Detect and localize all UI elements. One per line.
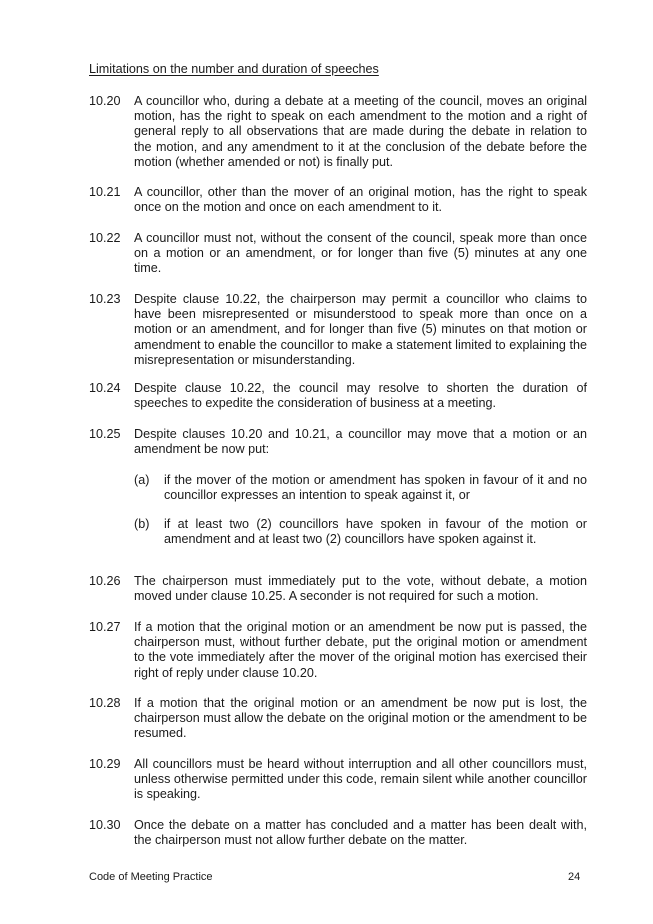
- clause-10-27: [89, 620, 587, 681]
- clause-10-24: [89, 381, 587, 411]
- clause-10-29: [89, 757, 587, 803]
- clause-text: A councillor, other than the mover of an original motion, has the right to speak once on the motion and once on each amendment to it.: [134, 185, 587, 215]
- subclause-a: [134, 473, 587, 503]
- clause-number: 10.21: [89, 185, 121, 199]
- section-heading: Limitations on the number and duration of speeches: [89, 62, 379, 76]
- clause-number: 10.25: [89, 427, 121, 441]
- subclause-label: (a): [134, 473, 150, 487]
- clause-10-26: [89, 574, 587, 604]
- clause-text: If a motion that the original motion or an amendment be now put is lost, the chairperson must allow the debate on the original motion or the amendment to be resumed.: [134, 696, 587, 741]
- subclause-text: if the mover of the motion or amendment has spoken in favour of it and no councillor expresses an intention to speak against it, or: [164, 473, 587, 503]
- clause-10-20: [89, 94, 587, 170]
- footer-title: Code of Meeting Practice: [89, 871, 213, 883]
- clause-number: 10.29: [89, 757, 121, 771]
- clause-number: 10.23: [89, 292, 121, 306]
- subclause-label: (b): [134, 517, 150, 531]
- clause-text: Once the debate on a matter has concluded and a matter has been dealt with, the chairperson must not allow further debate on the matter.: [134, 818, 587, 848]
- clause-number: 10.24: [89, 381, 121, 395]
- clause-10-25: [89, 427, 587, 457]
- clause-number: 10.28: [89, 696, 121, 710]
- clause-10-22: [89, 231, 587, 277]
- clause-text: If a motion that the original motion or an amendment be now put is passed, the chairperson must, without further debate, put the original motion or amendment to the vote immediately after the mover of the original motion has exercised their right of reply under clause 10.20.: [134, 620, 587, 680]
- clause-text: Despite clause 10.22, the chairperson may permit a councillor who claims to have been misrepresented or misunderstood to speak more than once on a motion or an amendment, and for longer than five (5) minutes on that motion or amendment to enable the councillor to make a statement limited to explaining the misrepresentation or misunderstanding.: [134, 292, 587, 367]
- clause-10-23: [89, 292, 587, 368]
- clause-number: 10.20: [89, 94, 121, 108]
- clause-10-21: [89, 185, 587, 215]
- clause-text: Despite clause 10.22, the council may resolve to shorten the duration of speeches to expedite the consideration of business at a meeting.: [134, 381, 587, 411]
- page-number: 24: [568, 871, 581, 883]
- clause-text: A councillor must not, without the consent of the council, speak more than once on a motion or an amendment, or for longer than five (5) minutes at any one time.: [134, 231, 587, 276]
- clause-text: A councillor who, during a debate at a meeting of the council, moves an original motion, has the right to speak on each amendment to the motion and a right of general reply to all observations that are made during the debate in relation to the motion, and any amendment to it at the conclusion of the debate before the motion (whether amended or not) is finally put.: [134, 94, 587, 169]
- clause-10-28: [89, 696, 587, 742]
- clause-number: 10.26: [89, 574, 121, 588]
- clause-10-30: [89, 818, 587, 848]
- subclause-b: [134, 517, 587, 547]
- clause-text: Despite clauses 10.20 and 10.21, a councillor may move that a motion or an amendment be now put:: [134, 427, 587, 457]
- clause-text: The chairperson must immediately put to the vote, without debate, a motion moved under clause 10.25. A seconder is not required for such a motion.: [134, 574, 587, 604]
- clause-number: 10.30: [89, 818, 121, 832]
- clause-number: 10.27: [89, 620, 121, 634]
- clause-number: 10.22: [89, 231, 121, 245]
- clause-text: All councillors must be heard without interruption and all other councillors must, unless otherwise permitted under this code, remain silent while another councillor is speaking.: [134, 757, 587, 802]
- subclause-text: if at least two (2) councillors have spoken in favour of the motion or amendment and at least two (2) councillors have spoken against it.: [164, 517, 587, 547]
